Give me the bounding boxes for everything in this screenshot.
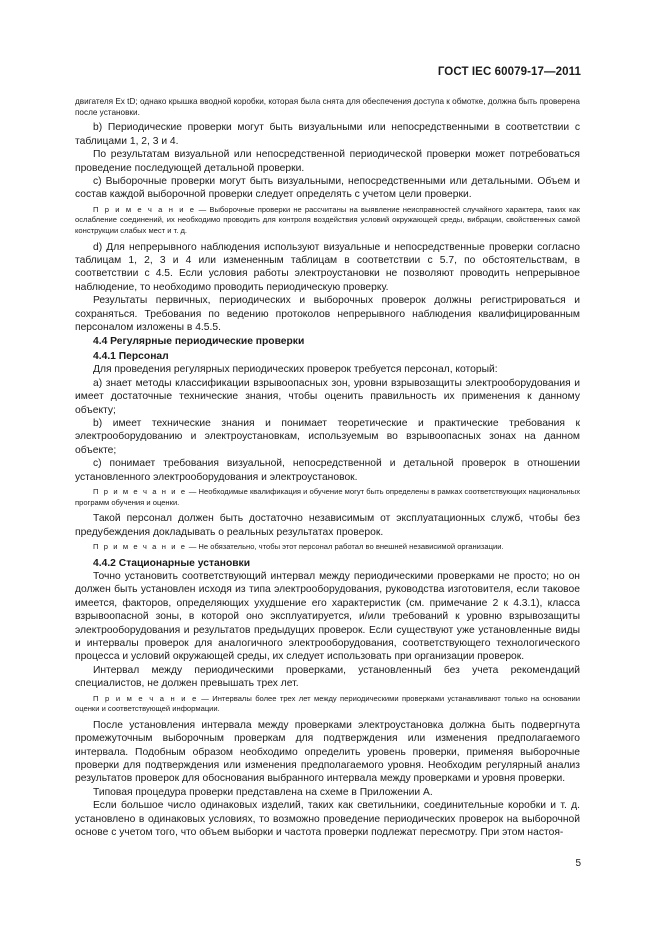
- paragraph-after-interval: После установления интервала между проверками электроустановка должна быть подвергнута промежуточным выборочным проверкам для подтверждения или изменения предполагаемого интервала. Подобным образом необходимо определить уровень проверки, применяя выборочные проверки для подтверждения или изменения предполагаемого уровня. Необходим регулярный анализ результатов проверок для обоснования выбранного интервала между проверками и уровня проверки.: [75, 719, 580, 785]
- section-heading-4-4-1: 4.4.1 Персонал: [93, 350, 169, 362]
- note-3-text: — Не обязательно, чтобы этот персонал работал во внешней независимой организации.: [186, 541, 504, 551]
- note-3-label: П р и м е ч а н и е: [93, 541, 187, 551]
- note-1: [75, 205, 580, 237]
- note-4: [75, 694, 580, 715]
- paragraph-followup: По результатам визуальной или непосредственной периодической проверки может потребоваться проведение последующей детальной проверки.: [75, 149, 580, 174]
- note-1-text: — Выборочные проверки не рассчитаны на выявление неисправностей случайного характера, таких как ослабление соединений, их необходимо проводить для контроля воздействия условий окружающей среды, вибрации, свойственных самой конструкции слабых мест и т. д.: [75, 204, 581, 236]
- page-number: 5: [575, 858, 581, 869]
- page-content: [75, 96, 580, 839]
- paragraph-interval: Точно установить соответствующий интервал между периодическими проверками не просто; но он должен быть установлен исходя из типа электрооборудования, руководства изготовителя, если таковое имеется, факторов, определяющих ухудшение его характеристик (см. примечание 2 к 4.3.1), класса взрывоопасной зоны, в которой оно эксплуатируется, и/или требований к уровню взрывозащиты электрооборудования и результатов предыдущих проверок. Если существуют уже установленные виды и интервалы проверок для аналогичного электрооборудования, соответствующего технологического процесса и условий окружающей среды, их следует использовать при организации проверок.: [75, 570, 580, 663]
- note-1-label: П р и м е ч а н и е: [93, 204, 196, 214]
- item-c-personnel: c) понимает требования визуальной, непосредственной и детальной проверок в отношении установленного электрооборудования и электроустановок.: [75, 458, 580, 483]
- item-b-personnel: b) имеет технические знания и понимает теоретические и практические требования к электрооборудованию и электроустановкам, используемым во взрывоопасных зонах на данном объекте;: [75, 417, 580, 456]
- paragraph-independence: Такой персонал должен быть достаточно независимым от эксплуатационных служб, чтобы без предубеждения докладывать о реальных результатах проверок.: [75, 513, 580, 538]
- note-2: [75, 487, 580, 508]
- item-c-sample: c) Выборочные проверки могут быть визуальными, непосредственными или детальными. Объем и состав каждой выборочной проверки следует определять с учетом цели проверки.: [75, 176, 580, 201]
- section-heading-4-4: 4.4 Регулярные периодические проверки: [93, 336, 305, 348]
- note-2-label: П р и м е ч а н и е: [93, 486, 187, 496]
- note-4-text: — Интервалы более трех лет между периодическими проверками устанавливают только на основании оценки и соответствующей информации.: [75, 693, 580, 714]
- paragraph-sampling: Если большое число одинаковых изделий, таких как светильники, соединительные коробки и т. д. установлено в одинаковых условиях, то возможно проведение периодических проверок на выборочной основе с учетом того, что объем выборки и частота проверки подлежат пересмотру. При этом настоя-: [75, 800, 580, 839]
- paragraph-results: Результаты первичных, периодических и выборочных проверок должны регистрироваться и сохраняться. Требования по ведению протоколов непрерывного наблюдения квалифицированным персоналом изложены в 4.5.5.: [75, 295, 580, 334]
- document-code-header: ГОСТ IEC 60079-17—2011: [437, 66, 581, 78]
- note-2-text: — Необходимые квалификация и обучение могут быть определены в рамках соответствующих национальных программ обучения и оценки.: [75, 486, 580, 507]
- note-3: [75, 542, 580, 553]
- continued-paragraph: двигателя Ex tD; однако крышка вводной коробки, которая была снята для обеспечения доступа к обмотке, должна быть проверена после установки.: [75, 97, 580, 118]
- note-4-label: П р и м е ч а н и е: [93, 693, 198, 703]
- paragraph-personnel-intro: Для проведения регулярных периодических проверок требуется персонал, который:: [93, 364, 498, 376]
- item-a-personnel: a) знает методы классификации взрывоопасных зон, уровни взрывозащиты электрооборудования и имеет достаточные технические знания, чтобы оценить правильность их применения к данному объекту;: [75, 377, 580, 416]
- section-heading-4-4-2: 4.4.2 Стационарные установки: [93, 557, 251, 569]
- item-d-continuous: d) Для непрерывного наблюдения используют визуальные и непосредственные проверки согласно таблицам 1, 2, 3 и 4 или измененным таблицам в соответствии с 5.7, по обстоятельствам, в соответствии с 4.5. Если условия работы электроустановки не позволяют проводить непрерывное наблюдение, то необходимо проводить периодическую проверку.: [75, 241, 580, 293]
- paragraph-three-years: Интервал между периодическими проверками, установленный без учета рекомендаций специалистов, не должен превышать трех лет.: [75, 664, 580, 690]
- item-b-periodic: b) Периодические проверки могут быть визуальными или непосредственными в соответствии с таблицами 1, 2, 3 и 4.: [75, 122, 580, 147]
- paragraph-typical-procedure: Типовая процедура проверки представлена на схеме в Приложении А.: [93, 786, 433, 798]
